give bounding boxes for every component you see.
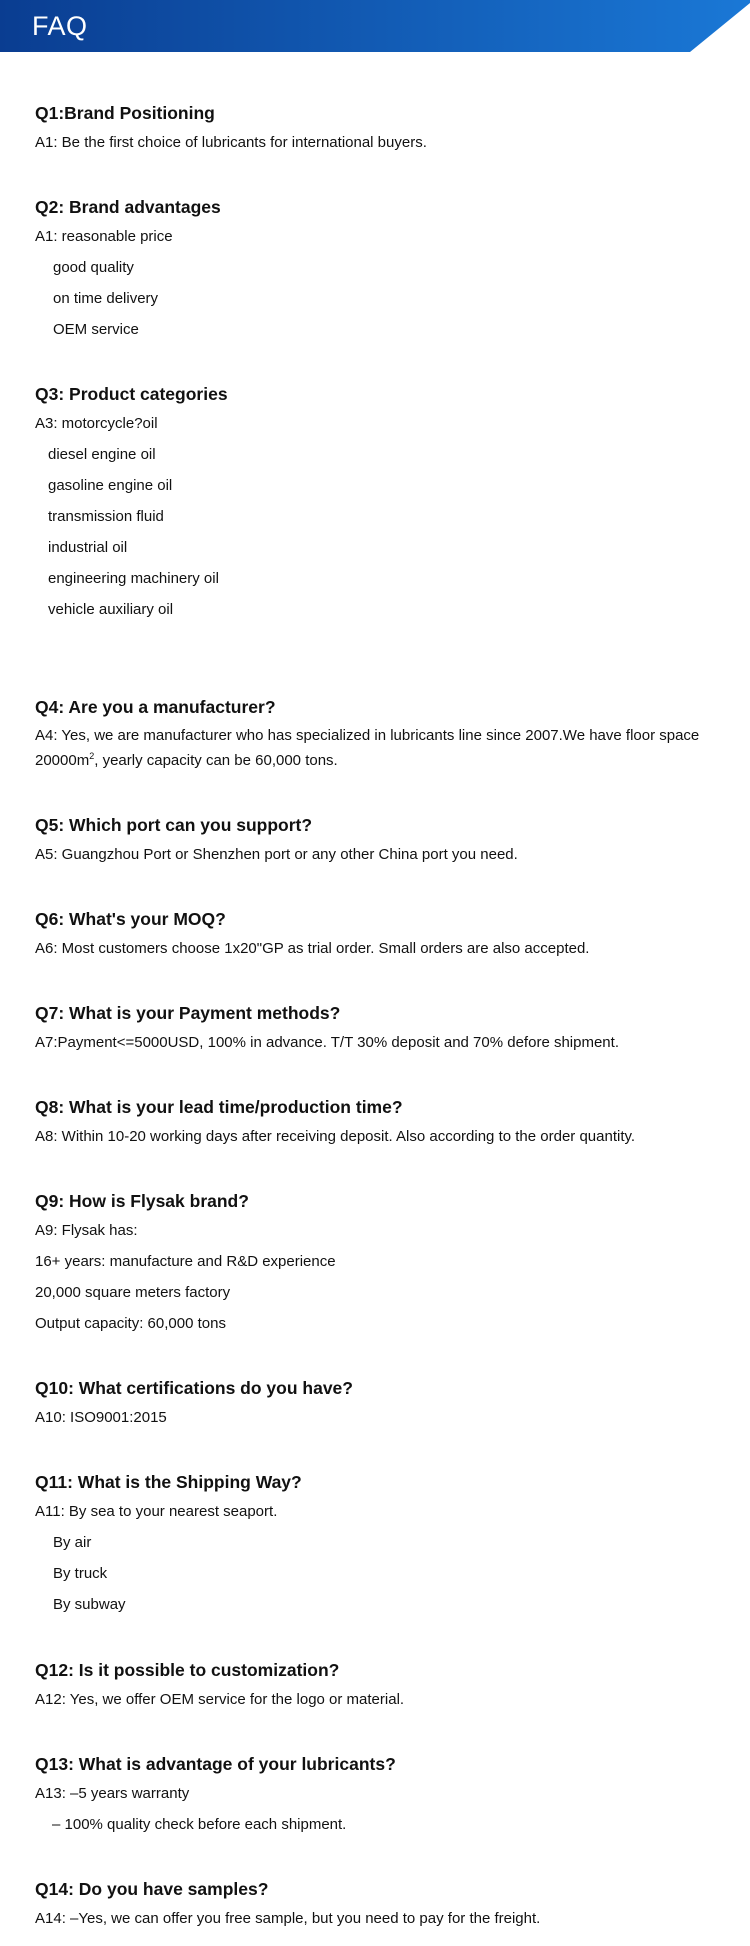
answer-line: Output capacity: 60,000 tons — [35, 1315, 226, 1332]
faq-item-q8 — [35, 1096, 725, 1152]
answer-line: diesel engine oil — [48, 446, 156, 463]
answer — [35, 127, 725, 158]
answer-line: By subway — [53, 1596, 126, 1613]
answer-line: A3: motorcycle?oil — [35, 415, 158, 432]
answer-paragraph — [35, 723, 725, 773]
answer — [35, 723, 725, 773]
question: Q11: What is the Shipping Way? — [35, 1472, 302, 1492]
answer — [35, 1027, 725, 1058]
question: Q3: Product categories — [35, 384, 228, 404]
answer-line: A1: reasonable price — [35, 228, 173, 245]
answer-line: A5: Guangzhou Port or Shenzhen port or any other China port you need. — [35, 846, 518, 863]
faq-item-q5 — [35, 814, 725, 870]
question: Q1:Brand Positioning — [35, 103, 215, 123]
answer — [35, 1402, 725, 1433]
answer-line: gasoline engine oil — [48, 477, 173, 494]
question: Q9: How is Flysak brand? — [35, 1191, 249, 1211]
answer-line: A9: Flysak has: — [35, 1222, 138, 1239]
answer — [35, 1496, 725, 1620]
faq-header-banner — [0, 0, 750, 52]
faq-item-q3 — [35, 383, 725, 625]
question: Q2: Brand advantages — [35, 197, 221, 217]
answer-line: 20,000 square meters factory — [35, 1284, 231, 1301]
answer — [35, 1684, 725, 1715]
answer-line: A14: –Yes, we can offer you free sample, but you need to pay for the freight. — [35, 1910, 541, 1927]
faq-item-q13 — [35, 1753, 725, 1840]
answer-line: A12: Yes, we offer OEM service for the logo or material. — [35, 1691, 405, 1708]
question: Q8: What is your lead time/production time? — [35, 1097, 403, 1117]
answer-line: A11: By sea to your nearest seaport. — [35, 1503, 278, 1520]
answer-line: A13: –5 years warranty — [35, 1785, 190, 1802]
page-title: FAQ — [32, 11, 88, 41]
faq-item-q1 — [35, 102, 725, 158]
answer-line: vehicle auxiliary oil — [48, 601, 174, 618]
answer — [35, 221, 725, 345]
answer-line: OEM service — [53, 321, 139, 338]
answer-line: – 100% quality check before each shipment. — [52, 1816, 347, 1833]
answer-line: A10: ISO9001:2015 — [35, 1409, 167, 1426]
answer — [35, 839, 725, 870]
faq-item-q7 — [35, 1002, 725, 1058]
faq-item-q10 — [35, 1377, 725, 1433]
answer-line: By truck — [53, 1565, 108, 1582]
answer-text: A4: Yes, we are manufacturer who has specialized in lubricants line since 2007.We have floor space 20000m — [35, 727, 700, 769]
question: Q4: Are you a manufacturer? — [35, 697, 276, 717]
answer — [35, 1121, 725, 1152]
question: Q5: Which port can you support? — [35, 815, 313, 835]
answer-line: A7:Payment<=5000USD, 100% in advance. T/T 30% deposit and 70% defore shipment. — [35, 1034, 619, 1051]
question: Q12: Is it possible to customization? — [35, 1660, 340, 1680]
answer-line: good quality — [53, 259, 134, 276]
answer-line: A6: Most customers choose 1x20"GP as trial order. Small orders are also accepted. — [35, 940, 590, 957]
answer-text: , yearly capacity can be 60,000 tons. — [94, 752, 338, 769]
answer — [35, 933, 725, 964]
faq-item-q2 — [35, 196, 725, 345]
faq-item-q11 — [35, 1471, 725, 1620]
answer-line: engineering machinery oil — [48, 570, 219, 587]
faq-item-q14 — [35, 1878, 725, 1934]
answer — [35, 408, 725, 625]
question: Q7: What is your Payment methods? — [35, 1003, 341, 1023]
answer-line: 16+ years: manufacture and R&D experience — [35, 1253, 336, 1270]
question: Q13: What is advantage of your lubricants? — [35, 1754, 396, 1774]
question: Q6: What's your MOQ? — [35, 909, 226, 929]
answer-line: A8: Within 10-20 working days after receiving deposit. Also according to the order quantity. — [35, 1128, 636, 1145]
faq-item-q9 — [35, 1190, 725, 1339]
answer — [35, 1903, 725, 1934]
faq-item-q6 — [35, 908, 725, 964]
answer — [35, 1215, 725, 1339]
question: Q14: Do you have samples? — [35, 1879, 269, 1899]
answer-line: on time delivery — [53, 290, 159, 307]
header-banner-shape — [0, 0, 750, 52]
answer-line: A1: Be the first choice of lubricants for international buyers. — [35, 134, 427, 151]
question: Q10: What certifications do you have? — [35, 1378, 353, 1398]
faq-item-q12 — [35, 1659, 725, 1715]
superscript: 2 — [89, 751, 95, 761]
answer-line: By air — [53, 1534, 92, 1551]
answer-line: industrial oil — [48, 539, 128, 556]
faq-item-q4 — [35, 696, 725, 773]
answer — [35, 1778, 725, 1840]
answer-line: transmission fluid — [48, 508, 164, 525]
